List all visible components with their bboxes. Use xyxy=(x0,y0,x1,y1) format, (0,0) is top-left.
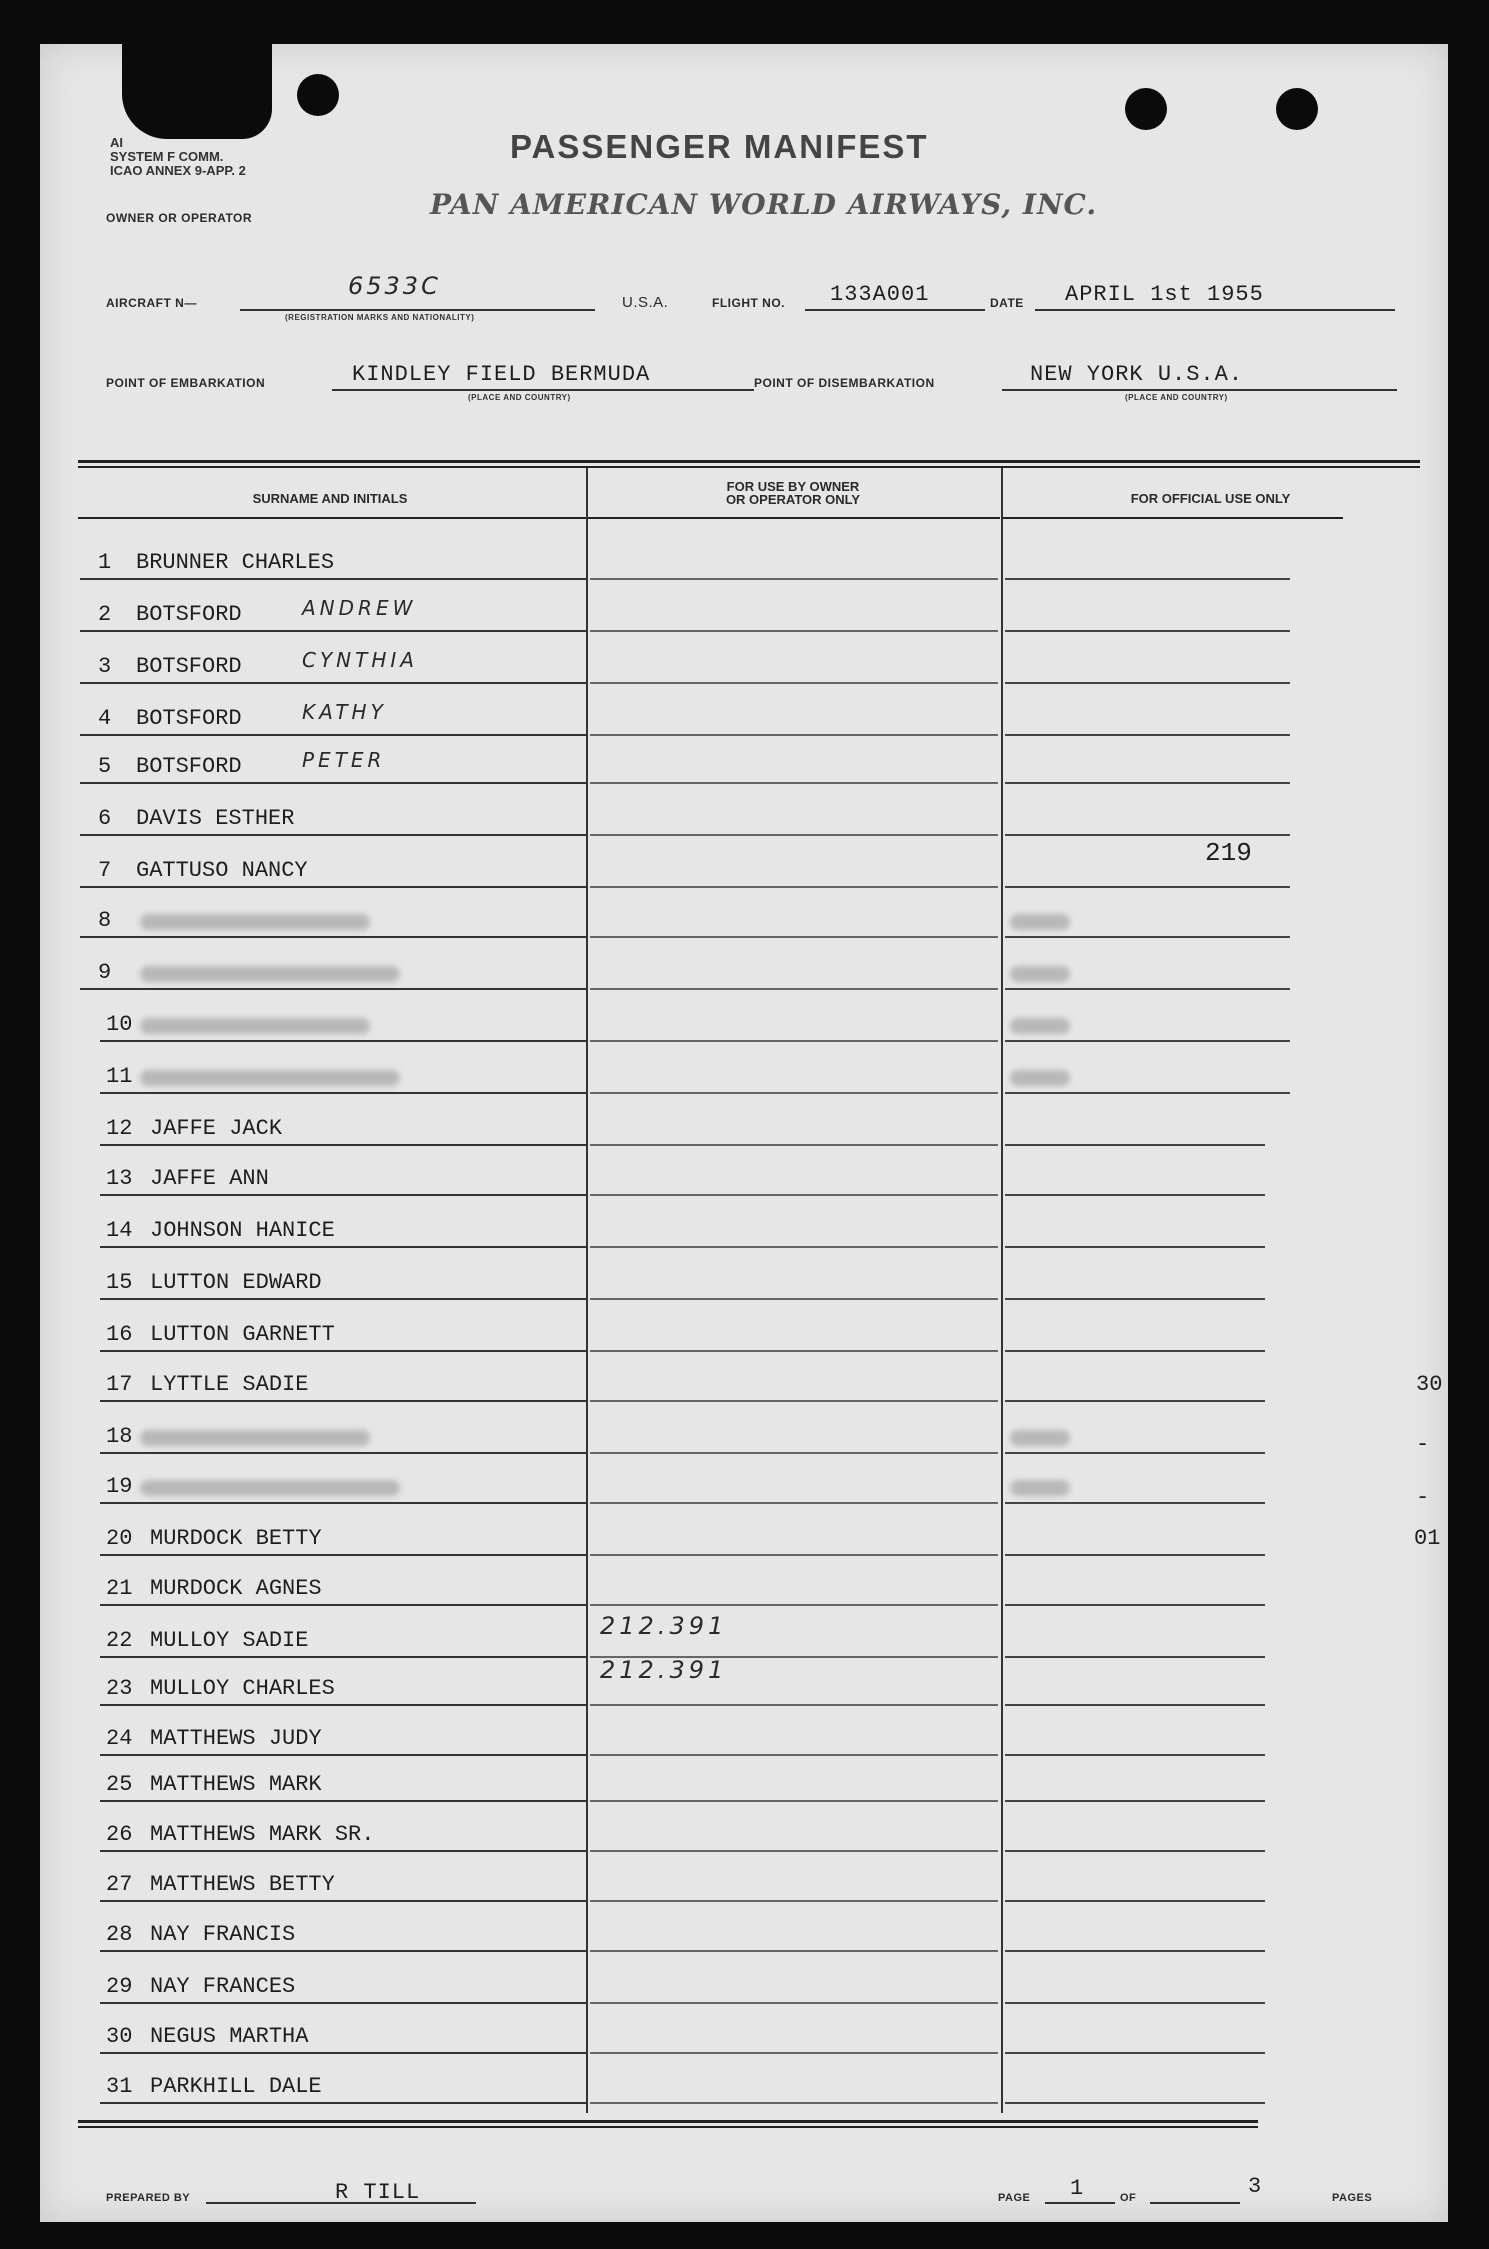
passenger-number: 27 xyxy=(106,1872,133,1897)
redacted-name xyxy=(140,914,370,930)
header-rule xyxy=(588,517,1000,519)
redacted-official xyxy=(1010,914,1070,930)
row-underline xyxy=(80,936,586,938)
passenger-name: MULLOY SADIE xyxy=(150,1628,309,1653)
row-underline xyxy=(1005,630,1290,632)
row-underline xyxy=(100,1298,586,1300)
passenger-row xyxy=(40,948,1448,1000)
handwritten-given-name: CYNTHIA xyxy=(302,648,418,672)
passenger-row xyxy=(40,2012,1448,2064)
row-underline xyxy=(100,1800,586,1802)
passenger-row xyxy=(40,1564,1448,1616)
row-underline xyxy=(1005,1040,1290,1042)
row-underline xyxy=(1005,1554,1265,1556)
redacted-name xyxy=(140,966,400,982)
operator-name: PAN AMERICAN WORLD AIRWAYS, INC. xyxy=(430,188,1098,221)
passenger-number: 26 xyxy=(106,1822,133,1847)
passenger-row xyxy=(40,838,1448,898)
punch-hole xyxy=(1125,88,1167,130)
passenger-number: 30 xyxy=(106,2024,133,2049)
passenger-row xyxy=(40,1154,1448,1206)
passenger-name: LUTTON GARNETT xyxy=(150,1322,335,1347)
flight-date: APRIL 1st 1955 xyxy=(1065,282,1264,307)
date-underline xyxy=(1035,309,1395,311)
operator-code: 212.391 xyxy=(600,1656,728,1684)
aircraft-label: AIRCRAFT N— xyxy=(106,296,197,310)
passenger-row xyxy=(40,1860,1448,1912)
passenger-row xyxy=(40,1714,1448,1766)
authority-line: SYSTEM F COMM. xyxy=(110,149,224,164)
passenger-number: 1 xyxy=(98,550,112,575)
authority-line: ICAO ANNEX 9-APP. 2 xyxy=(110,163,246,178)
table-bottom-rule xyxy=(78,2126,1258,2128)
row-underline xyxy=(80,782,586,784)
row-underline xyxy=(590,1040,998,1042)
margin-note: 30 xyxy=(1416,1372,1443,1397)
row-underline xyxy=(590,682,998,684)
passenger-name: MATTHEWS BETTY xyxy=(150,1872,335,1897)
prepared-label: PREPARED BY xyxy=(106,2192,191,2204)
prepared-by: R TILL xyxy=(335,2180,421,2205)
passenger-name: NEGUS MARTHA xyxy=(150,2024,309,2049)
place-note: (PLACE AND COUNTRY) xyxy=(1125,393,1228,402)
row-underline xyxy=(590,2002,998,2004)
row-underline xyxy=(100,1502,586,1504)
embarkation-label: POINT OF EMBARKATION xyxy=(106,376,266,390)
row-underline xyxy=(590,1754,998,1756)
passenger-row xyxy=(40,2062,1448,2114)
pages-label: PAGES xyxy=(1332,2192,1373,2204)
row-underline xyxy=(1005,1144,1265,1146)
row-underline xyxy=(100,1754,586,1756)
row-underline xyxy=(590,1298,998,1300)
redacted-name xyxy=(140,1430,370,1446)
page-title: PASSENGER MANIFEST xyxy=(510,128,929,165)
flight-number: 133A001 xyxy=(830,282,930,307)
row-underline xyxy=(590,1554,998,1556)
row-underline xyxy=(1005,2052,1265,2054)
row-underline xyxy=(1005,1850,1265,1852)
redacted-name xyxy=(140,1070,400,1086)
table-bottom-rule xyxy=(78,2120,1258,2123)
margin-note: - xyxy=(1416,1432,1430,1457)
punch-hole xyxy=(297,74,339,116)
passenger-row xyxy=(40,1656,1448,1716)
row-underline xyxy=(1005,988,1290,990)
passenger-row xyxy=(40,1258,1448,1310)
row-underline xyxy=(1005,1400,1265,1402)
passenger-name: BOTSFORD xyxy=(136,602,242,627)
row-underline xyxy=(80,630,586,632)
page-label: PAGE xyxy=(998,2192,1031,2204)
row-underline xyxy=(100,1400,586,1402)
row-underline xyxy=(100,1452,586,1454)
row-underline xyxy=(80,734,586,736)
passenger-row xyxy=(40,742,1448,794)
passenger-number: 25 xyxy=(106,1772,133,1797)
passenger-name: JOHNSON HANICE xyxy=(150,1218,335,1243)
date-label: DATE xyxy=(990,296,1024,310)
passenger-row xyxy=(40,1360,1448,1412)
passenger-number: 15 xyxy=(106,1270,133,1295)
table-top-rule xyxy=(78,460,1420,463)
row-underline xyxy=(100,1246,586,1248)
passenger-row xyxy=(40,1612,1448,1668)
passenger-name: BRUNNER CHARLES xyxy=(136,550,335,575)
row-underline xyxy=(1005,734,1290,736)
passenger-name: DAVIS ESTHER xyxy=(136,806,295,831)
row-underline xyxy=(1005,1950,1265,1952)
passenger-name: JAFFE ANN xyxy=(150,1166,269,1191)
passenger-number: 29 xyxy=(106,1974,133,1999)
flight-underline xyxy=(805,309,985,311)
row-underline xyxy=(590,2102,998,2104)
passenger-number: 6 xyxy=(98,806,112,831)
row-underline xyxy=(590,1502,998,1504)
header-rule xyxy=(1003,517,1343,519)
passenger-number: 2 xyxy=(98,602,112,627)
row-underline xyxy=(100,1950,586,1952)
embarkation-value: KINDLEY FIELD BERMUDA xyxy=(352,362,651,387)
passenger-name: MURDOCK AGNES xyxy=(150,1576,322,1601)
passenger-name: BOTSFORD xyxy=(136,654,242,679)
row-underline xyxy=(1005,1298,1265,1300)
redacted-name xyxy=(140,1480,400,1496)
row-underline xyxy=(1005,1502,1265,1504)
passenger-number: 7 xyxy=(98,858,112,883)
row-underline xyxy=(590,988,998,990)
passenger-number: 5 xyxy=(98,754,112,779)
row-underline xyxy=(100,1194,586,1196)
header-rule xyxy=(78,517,586,519)
row-underline xyxy=(100,1604,586,1606)
passenger-number: 11 xyxy=(106,1064,133,1089)
passenger-row xyxy=(40,1462,1448,1514)
passenger-name: LUTTON EDWARD xyxy=(150,1270,322,1295)
row-underline xyxy=(1005,834,1290,836)
row-underline xyxy=(590,1452,998,1454)
passenger-number: 3 xyxy=(98,654,112,679)
row-underline xyxy=(1005,1092,1290,1094)
page-number: 1 xyxy=(1070,2176,1085,2201)
row-underline xyxy=(590,1900,998,1902)
row-underline xyxy=(590,1704,998,1706)
row-underline xyxy=(1005,1604,1265,1606)
row-underline xyxy=(80,988,586,990)
row-underline xyxy=(1005,1194,1265,1196)
handwritten-given-name: ANDREW xyxy=(302,596,417,620)
passenger-number: 28 xyxy=(106,1922,133,1947)
row-underline xyxy=(80,578,586,580)
row-underline xyxy=(100,1704,586,1706)
row-underline xyxy=(590,578,998,580)
ink-smudge xyxy=(122,44,272,139)
redacted-official xyxy=(1010,1018,1070,1034)
passenger-row xyxy=(40,1514,1448,1566)
operator-code: 212.391 xyxy=(600,1612,728,1640)
passenger-number: 13 xyxy=(106,1166,133,1191)
page-underline xyxy=(1045,2202,1115,2204)
handwritten-given-name: PETER xyxy=(302,748,386,772)
row-underline xyxy=(590,936,998,938)
passenger-number: 14 xyxy=(106,1218,133,1243)
row-underline xyxy=(100,1092,586,1094)
row-underline xyxy=(590,734,998,736)
passenger-row xyxy=(40,694,1448,746)
country-label: U.S.A. xyxy=(622,294,669,311)
passenger-number: 20 xyxy=(106,1526,133,1551)
margin-note: - xyxy=(1416,1485,1430,1510)
row-underline xyxy=(80,834,586,836)
handwritten-given-name: KATHY xyxy=(302,700,387,724)
passenger-name: BOTSFORD xyxy=(136,754,242,779)
row-underline xyxy=(100,2052,586,2054)
passenger-name: PARKHILL DALE xyxy=(150,2074,322,2099)
row-underline xyxy=(1005,578,1290,580)
row-underline xyxy=(1005,1656,1265,1658)
row-underline xyxy=(590,1800,998,1802)
row-underline xyxy=(1005,2002,1265,2004)
passenger-row xyxy=(40,1910,1448,1962)
margin-note: 01 xyxy=(1414,1526,1441,1551)
official-column-header: FOR OFFICIAL USE ONLY xyxy=(1130,491,1291,506)
passenger-row xyxy=(40,1104,1448,1156)
row-underline xyxy=(100,1040,586,1042)
passenger-row xyxy=(40,1310,1448,1362)
row-underline xyxy=(590,782,998,784)
passenger-row xyxy=(40,1052,1448,1104)
row-underline xyxy=(590,1350,998,1352)
row-underline xyxy=(100,1656,586,1658)
passenger-name: MURDOCK BETTY xyxy=(150,1526,322,1551)
passenger-number: 19 xyxy=(106,1474,133,1499)
passenger-number: 31 xyxy=(106,2074,133,2099)
row-underline xyxy=(590,1604,998,1606)
redacted-official xyxy=(1010,966,1070,982)
row-underline xyxy=(590,1092,998,1094)
row-underline xyxy=(1005,1800,1265,1802)
punch-hole xyxy=(1276,88,1318,130)
owner-column-header: OR OPERATOR ONLY xyxy=(725,492,861,507)
flight-label: FLIGHT NO. xyxy=(712,296,785,310)
disembarkation-value: NEW YORK U.S.A. xyxy=(1030,362,1244,387)
redacted-official xyxy=(1010,1480,1070,1496)
row-underline xyxy=(100,1850,586,1852)
passenger-name: BOTSFORD xyxy=(136,706,242,731)
row-underline xyxy=(80,682,586,684)
passenger-row xyxy=(40,1206,1448,1258)
passenger-name: MATTHEWS MARK SR. xyxy=(150,1822,375,1847)
passenger-name: NAY FRANCIS xyxy=(150,1922,296,1947)
passenger-number: 24 xyxy=(106,1726,133,1751)
passenger-number: 16 xyxy=(106,1322,133,1347)
row-underline xyxy=(590,2052,998,2054)
table-top-rule xyxy=(78,466,1420,468)
row-underline xyxy=(590,886,998,888)
passenger-row xyxy=(40,1810,1448,1862)
aircraft-underline xyxy=(240,309,595,311)
passenger-number: 23 xyxy=(106,1676,133,1701)
passenger-row xyxy=(40,1412,1448,1464)
passenger-number: 4 xyxy=(98,706,112,731)
passenger-row xyxy=(40,1000,1448,1052)
aircraft-value: 6533C xyxy=(348,272,441,300)
owner-column-header: FOR USE BY OWNER xyxy=(726,479,860,494)
registration-note: (REGISTRATION MARKS AND NATIONALITY) xyxy=(285,313,475,322)
passenger-number: 10 xyxy=(106,1012,133,1037)
row-underline xyxy=(1005,682,1290,684)
passenger-name: MULLOY CHARLES xyxy=(150,1676,335,1701)
passenger-number: 9 xyxy=(98,960,112,985)
embarkation-underline xyxy=(332,389,754,391)
row-underline xyxy=(100,2102,586,2104)
row-underline xyxy=(100,2002,586,2004)
passenger-name: NAY FRANCES xyxy=(150,1974,296,1999)
row-underline xyxy=(100,1900,586,1902)
row-underline xyxy=(100,1350,586,1352)
disembarkation-label: POINT OF DISEMBARKATION xyxy=(754,376,935,390)
of-label: OF xyxy=(1120,2192,1137,2204)
row-underline xyxy=(1005,1900,1265,1902)
passenger-number: 8 xyxy=(98,908,112,933)
official-mark: 219 xyxy=(1205,838,1252,868)
row-underline xyxy=(590,1194,998,1196)
row-underline xyxy=(1005,1452,1265,1454)
manifest-sheet xyxy=(40,44,1448,2222)
surname-column-header: SURNAME AND INITIALS xyxy=(252,491,408,506)
passenger-number: 12 xyxy=(106,1116,133,1141)
row-underline xyxy=(1005,1704,1265,1706)
redacted-official xyxy=(1010,1070,1070,1086)
passenger-number: 18 xyxy=(106,1424,133,1449)
row-underline xyxy=(590,1850,998,1852)
passenger-number: 21 xyxy=(106,1576,133,1601)
row-underline xyxy=(590,1400,998,1402)
passenger-number: 22 xyxy=(106,1628,133,1653)
row-underline xyxy=(590,630,998,632)
row-underline xyxy=(80,886,586,888)
passenger-row xyxy=(40,1962,1448,2014)
passenger-name: LYTTLE SADIE xyxy=(150,1372,309,1397)
row-underline xyxy=(1005,1246,1265,1248)
operator-label: OWNER OR OPERATOR xyxy=(106,211,253,225)
row-underline xyxy=(100,1144,586,1146)
passenger-name: GATTUSO NANCY xyxy=(136,858,308,883)
row-underline xyxy=(1005,1350,1265,1352)
passenger-name: MATTHEWS MARK xyxy=(150,1772,322,1797)
row-underline xyxy=(100,1554,586,1556)
passenger-row xyxy=(40,896,1448,948)
row-underline xyxy=(1005,1754,1265,1756)
of-underline xyxy=(1150,2202,1240,2204)
row-underline xyxy=(590,1246,998,1248)
disembarkation-underline xyxy=(1002,389,1397,391)
page-total: 3 xyxy=(1248,2174,1263,2199)
row-underline xyxy=(1005,782,1290,784)
passenger-name: MATTHEWS JUDY xyxy=(150,1726,322,1751)
redacted-official xyxy=(1010,1430,1070,1446)
row-underline xyxy=(590,1950,998,1952)
passenger-row xyxy=(40,642,1448,694)
passenger-number: 17 xyxy=(106,1372,133,1397)
place-note: (PLACE AND COUNTRY) xyxy=(468,393,571,402)
redacted-name xyxy=(140,1018,370,1034)
row-underline xyxy=(1005,886,1290,888)
passenger-row xyxy=(40,1760,1448,1812)
row-underline xyxy=(590,834,998,836)
authority-line: AI xyxy=(110,135,123,150)
row-underline xyxy=(590,1144,998,1146)
passenger-name: JAFFE JACK xyxy=(150,1116,283,1141)
passenger-row xyxy=(40,590,1448,642)
row-underline xyxy=(1005,2102,1265,2104)
passenger-row xyxy=(40,538,1448,590)
row-underline xyxy=(1005,936,1290,938)
